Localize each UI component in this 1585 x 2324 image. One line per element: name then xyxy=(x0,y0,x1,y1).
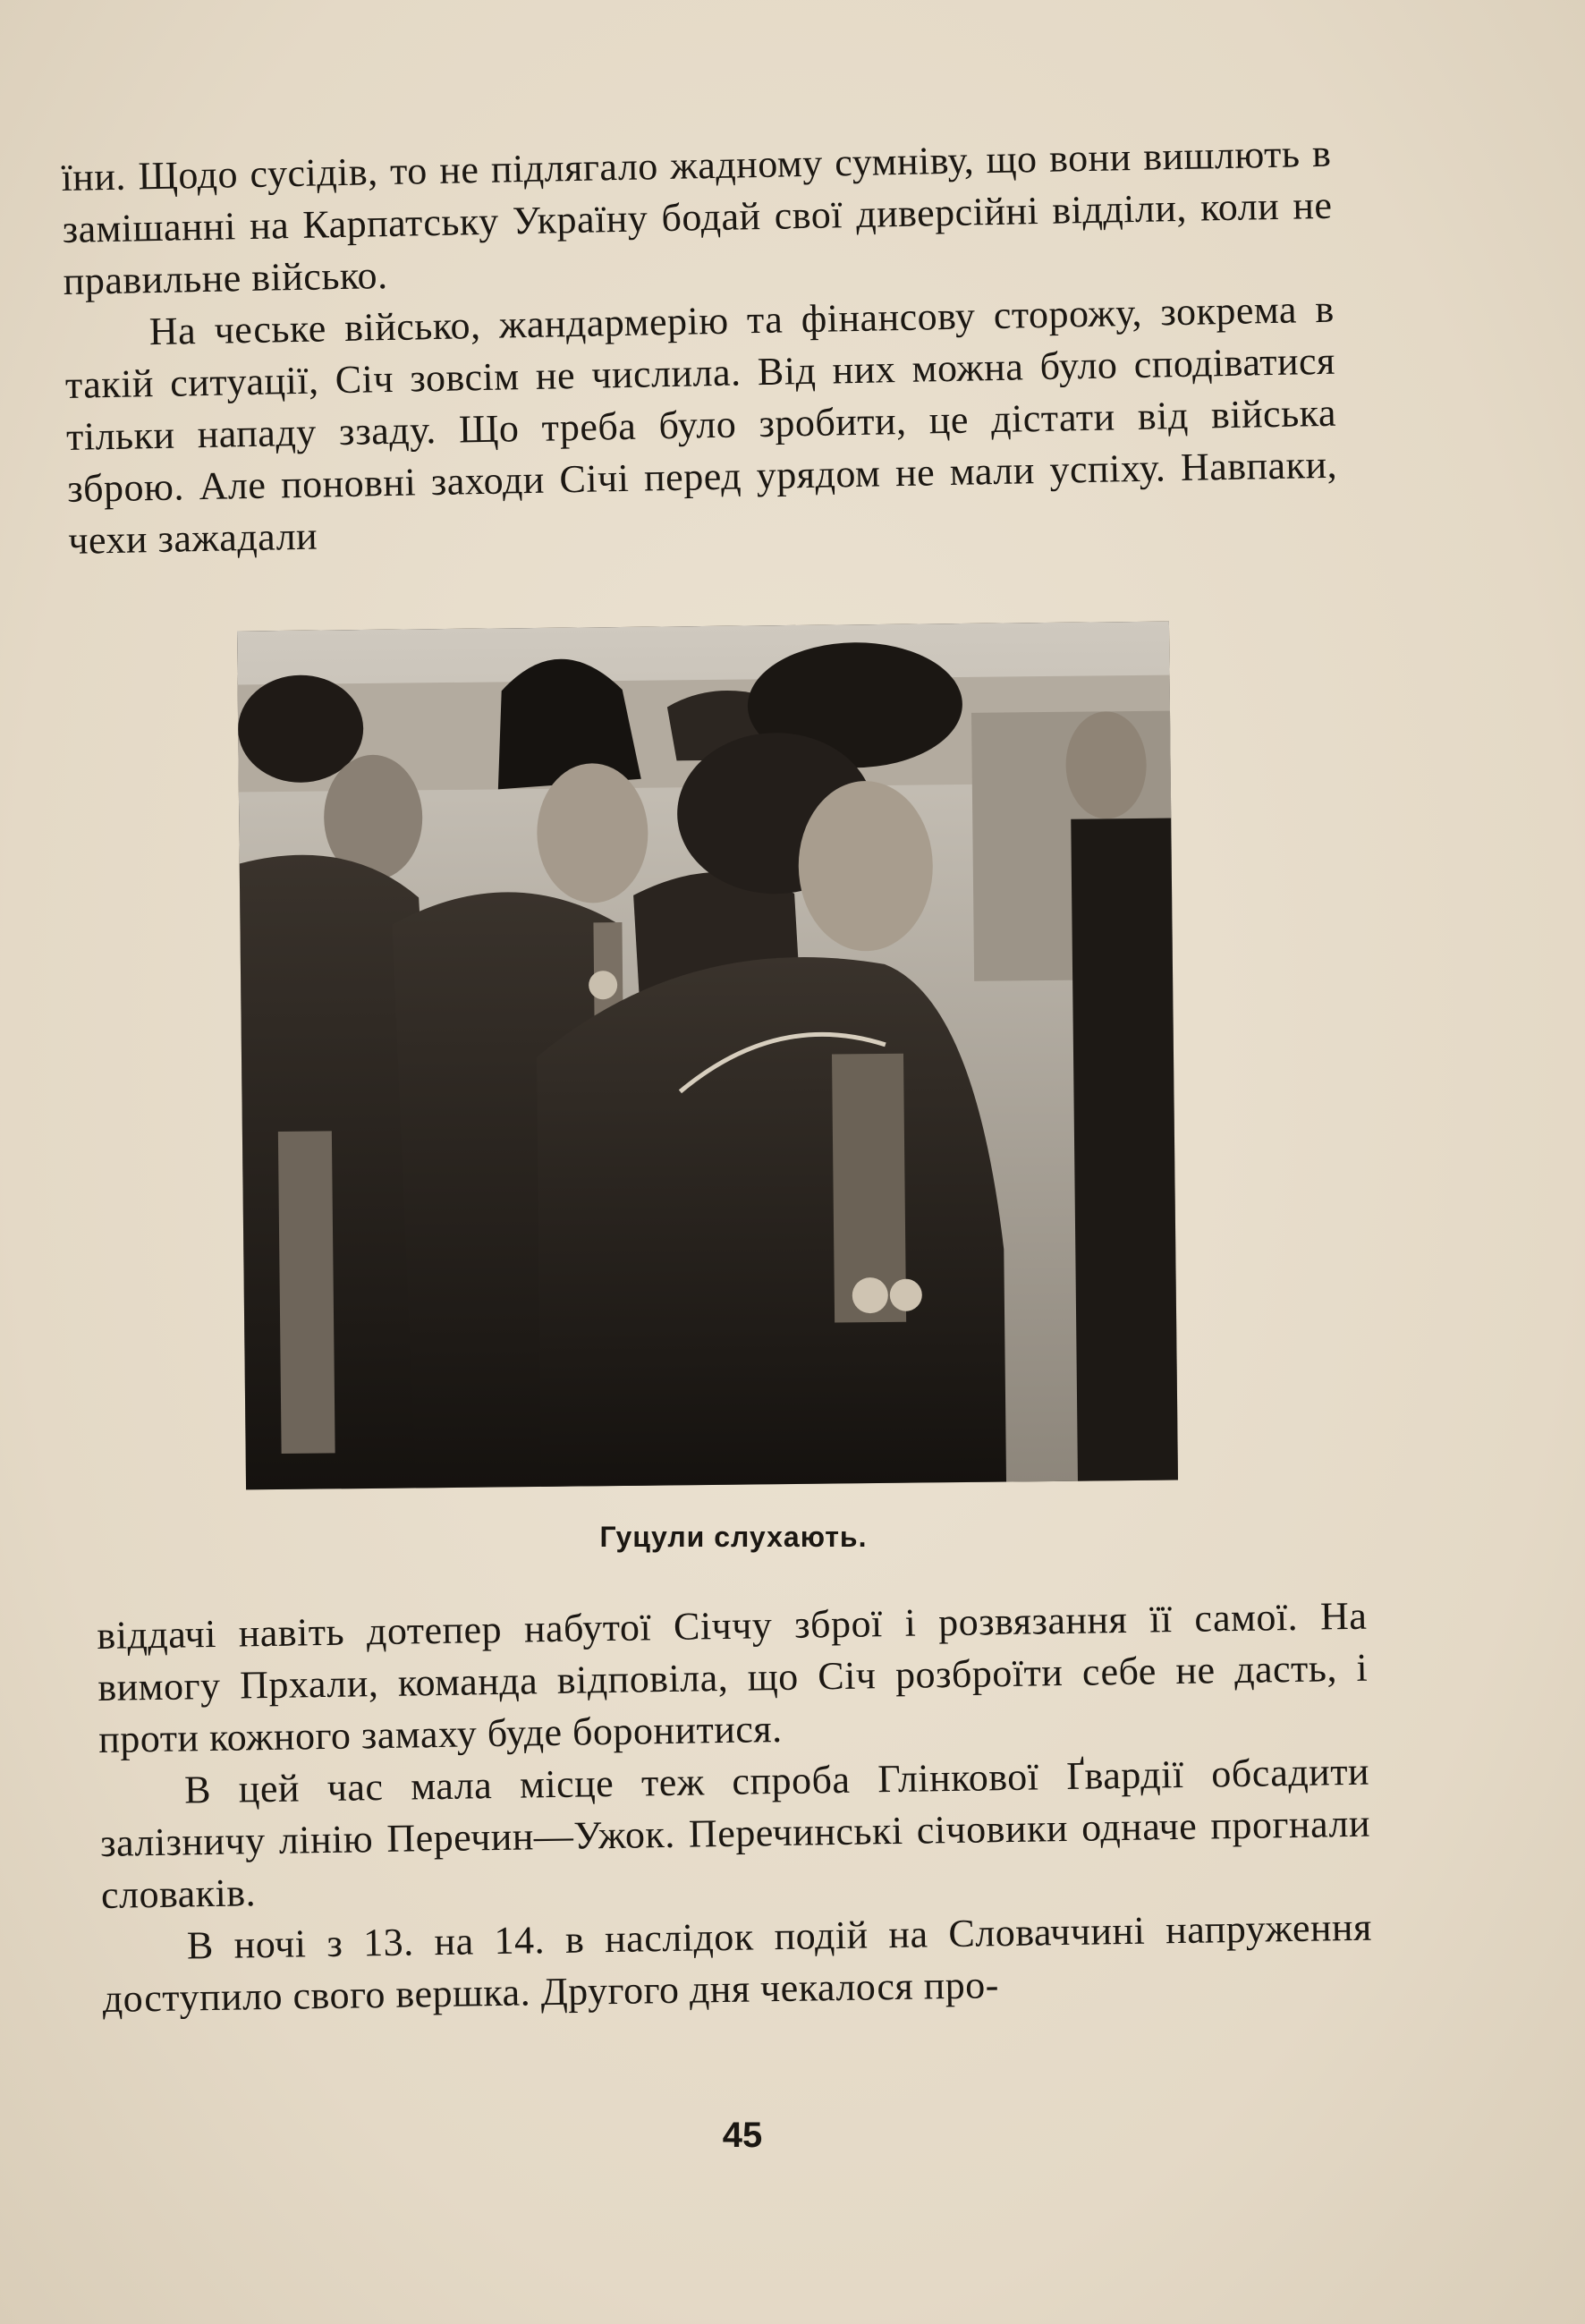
paragraph: В ночі з 13. на 14. в наслідок подій на Словаччині напруження доступило свого вершка. Другого дня чекалося про- xyxy=(102,1904,1373,2021)
photo-illustration xyxy=(237,622,1178,1490)
photograph-hutsuls xyxy=(237,622,1178,1490)
paragraph: На чеське військо, жандармерію та фінансову сторожу, зокрема в такій ситуації, Січ зовсім не числила. Від них можна було сподіватися тільки нападу ззаду. Що треба було зробити, це дістати від війська зброю. Але поновні заходи Січі перед урядом не мали успіху. Навпаки, чехи зажадали xyxy=(64,286,1338,563)
paragraph-continuation: їни. Щодо сусідів, то не підлягало жадному сумніву, що вони вишлють в замішанні на Карпатську Україну бодай свої диверсійні відділи, коли не правильне військо. xyxy=(61,131,1333,303)
photo-caption: Гуцули слухають. xyxy=(599,1521,868,1553)
page-number: 45 xyxy=(722,2116,763,2155)
bottom-text-block xyxy=(97,1590,1373,2025)
top-text-block xyxy=(61,128,1339,567)
paragraph: В цей час мала місце теж спроба Глінкової Ґвардії обсадити залізничу лінію Перечин—Ужок. Перечинські січовики одначе прогнали словаків. xyxy=(99,1749,1371,1917)
paragraph-continuation: віддачі навіть дотепер набутої Січчу зброї і розвязання її самої. На вимогу Прхали, команда відповіла, що Січ розброїти себе не дасть, і проти кожного замаху буде боронитися. xyxy=(97,1593,1369,1761)
